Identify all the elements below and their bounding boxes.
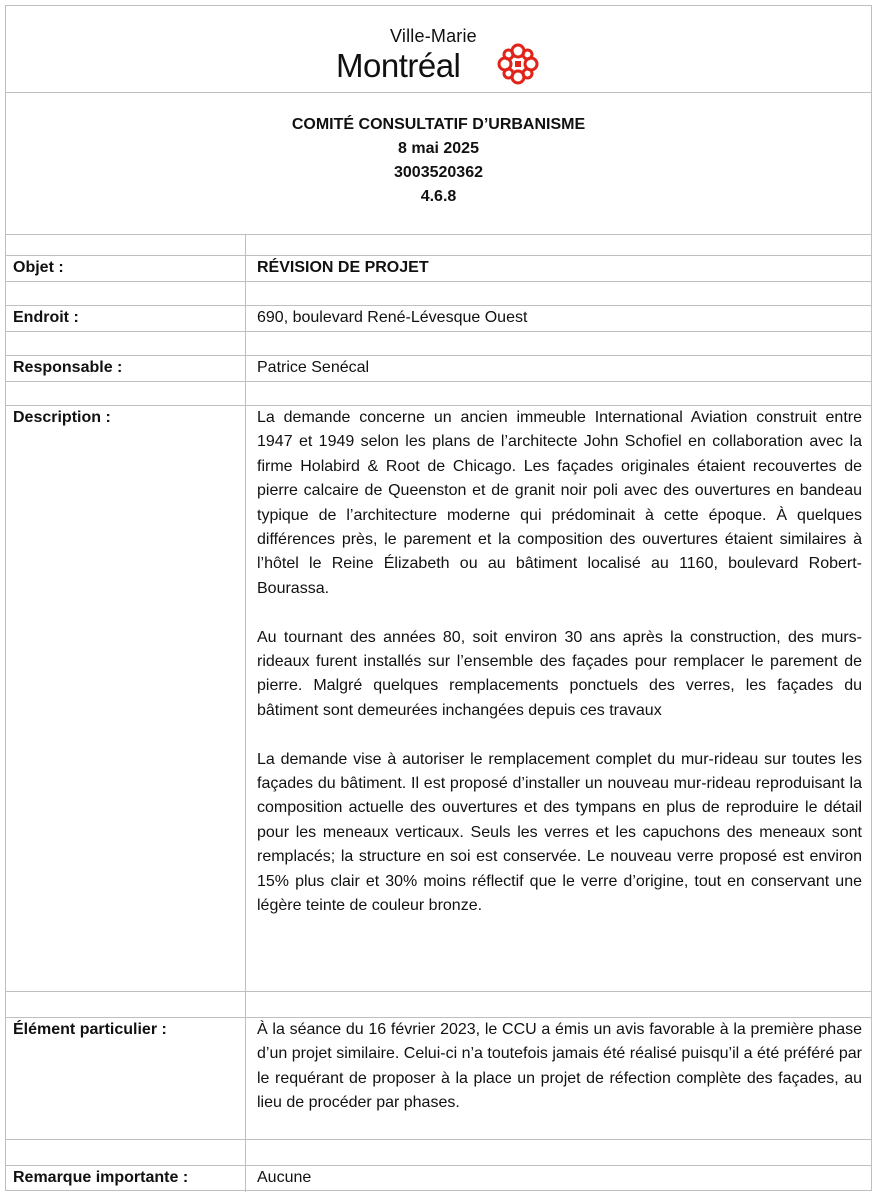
label-endroit: Endroit : (13, 309, 79, 326)
logo-district: Ville-Marie (390, 26, 477, 46)
value-remarque: Aucune (257, 1169, 312, 1186)
label-remarque: Remarque importante : (13, 1169, 189, 1186)
column-divider (245, 234, 246, 1192)
committee-title: COMITÉ CONSULTATIF D’URBANISME (291, 116, 586, 133)
document-header (6, 92, 871, 235)
value-responsable: Patrice Senécal (257, 359, 370, 376)
file-number: 3003520362 (394, 164, 483, 181)
description-paragraph: La demande vise à autoriser le remplacement complet du mur-rideau sur toutes les façades du bâtiment. Il est proposé d’installer un nouveau mur-rideau reproduisant la composition actuelle des ouvertures et des tympans en plus de reproduire le détail pour les meneaux verticaux. Seuls les verres et les capuchons des meneaux sont remplacés; la structure en soi est conservée. Le nouveau verre proposé est environ 15% plus clair et 30% moins réflectif que le verre d’origine, tout en conservant une légère teinte de couleur bronze. (257, 750, 862, 915)
document-sheet (5, 5, 872, 1191)
spacer-row (6, 382, 871, 406)
spacer-row (6, 234, 871, 256)
spacer-row (6, 282, 871, 306)
value-endroit: 690, boulevard René-Lévesque Ouest (257, 309, 528, 326)
montreal-rosette-icon (496, 42, 540, 86)
spacer-row (6, 992, 871, 1018)
label-element-particulier: Élément particulier : (13, 1021, 167, 1038)
label-responsable: Responsable : (13, 359, 123, 376)
item-number: 4.6.8 (420, 188, 457, 205)
value-description (257, 406, 862, 919)
logo-city: Montréal (336, 47, 461, 84)
element-particulier-text: À la séance du 16 février 2023, le CCU a émis un avis favorable à la première phase d’un projet similaire. Celui-ci n’a toutefois jamais été réalisé puisqu’il a été préféré par le requérant de proposer à la place un projet de réfection complète des façades, au lieu de procéder par phases. (257, 1021, 862, 1112)
spacer-row (6, 1140, 871, 1166)
label-objet: Objet : (13, 259, 64, 276)
value-objet: RÉVISION DE PROJET (257, 259, 429, 276)
logo-header (6, 6, 871, 93)
description-paragraph: La demande concerne un ancien immeuble International Aviation construit entre 1947 et 1949 selon les plans de l’architecte John Schofiel en collaboration avec la firme Holabird & Root de Chicago. Les façades originales étaient recouvertes de pierre calcaire de Queenston et de granit noir poli avec des ouvertures en bandeau typique de l’architecture moderne qui prédominait à cette époque. À quelques différences près, le parement et la composition des ouvertures étaient similaires à l’hôtel le Reine Élizabeth ou au bâtiment localisé au 1160, boulevard Robert-Bourassa. (257, 409, 862, 597)
description-paragraph: Au tournant des années 80, soit environ 30 ans après la construction, des murs-rideaux furent installés sur l’ensemble des façades pour remplacer le parement de pierre. Malgré quelques remplacements ponctuels des verres, les façades du bâtiment sont demeurées inchangées depuis ces travaux (257, 628, 862, 719)
label-description: Description : (13, 409, 111, 426)
meeting-date: 8 mai 2025 (398, 140, 479, 157)
value-element-particulier (257, 1018, 862, 1116)
spacer-row (6, 332, 871, 356)
